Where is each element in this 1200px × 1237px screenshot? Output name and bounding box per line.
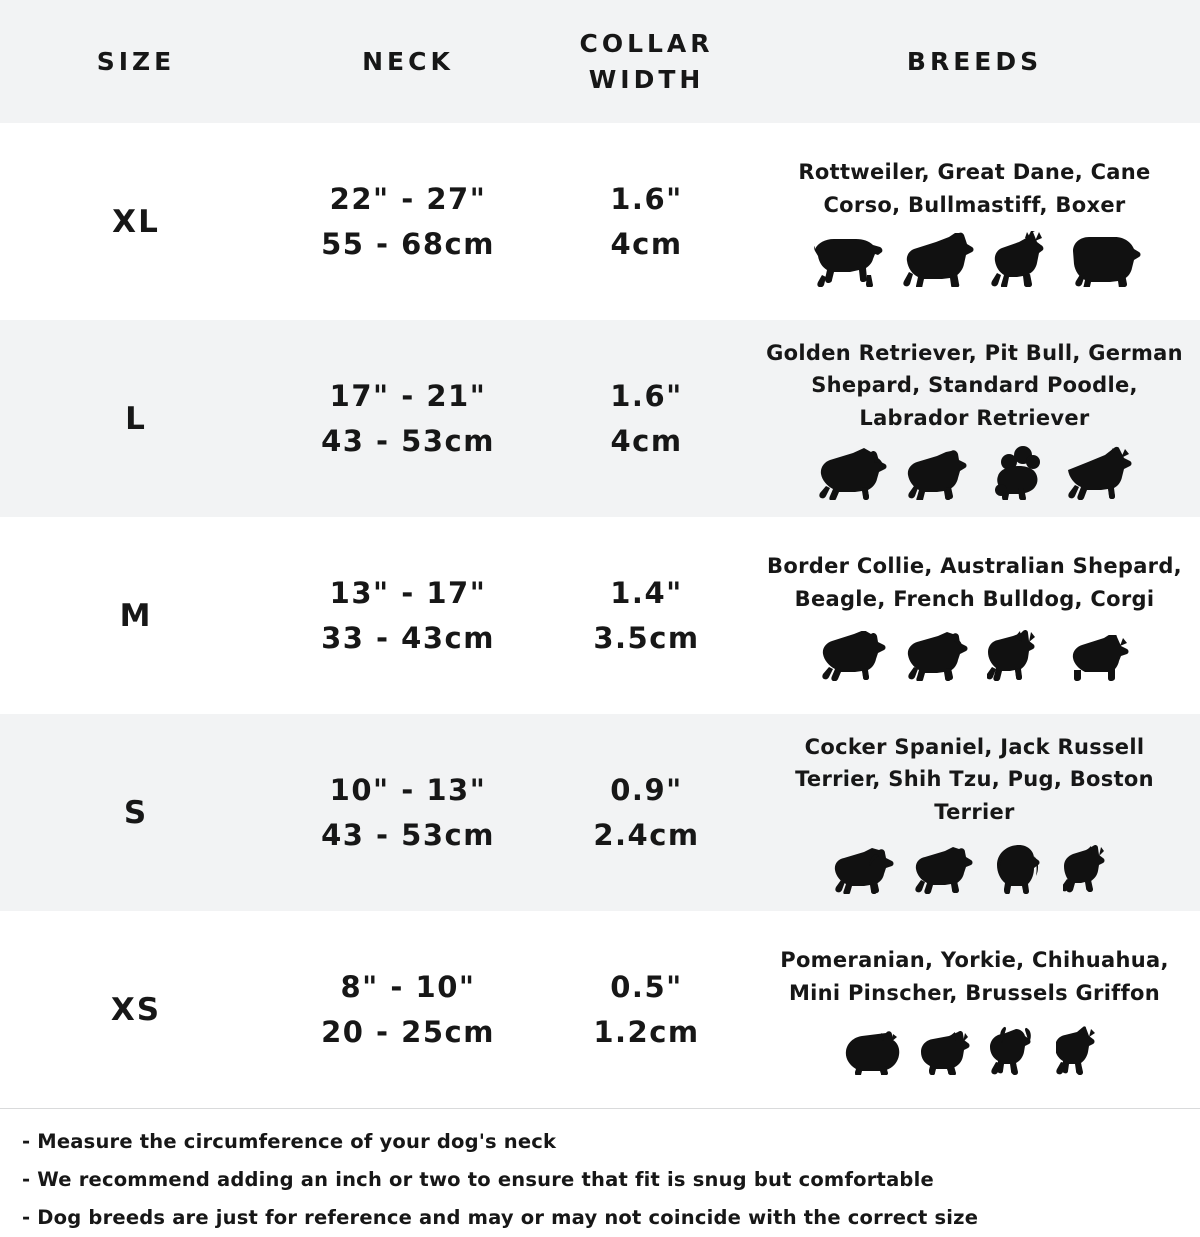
column-header-breeds-label: BREEDS [906,46,1043,76]
table-row [0,320,1200,517]
cell-breeds [749,320,1200,517]
column-header-collar-width-label-2: WIDTH [588,64,705,94]
cell-neck [272,911,544,1108]
breed-icon-row [763,227,1186,287]
great-dane-icon [899,231,975,287]
note-line-1: - Measure the circumference of your dog's neck [22,1130,557,1153]
breed-icon-row [763,621,1186,681]
table-header [0,0,1200,123]
border-collie-icon [817,631,889,681]
width-cm: 4cm [610,226,683,261]
cell-size: XS [0,911,272,1108]
cell-collar-width [544,123,749,320]
neck-inches: 10" - 13" [329,773,487,808]
neck-cm: 55 - 68cm [321,226,495,261]
doberman-icon [989,231,1055,287]
jack-russell-icon [913,846,979,894]
column-header-size-label: SIZE [96,46,176,76]
corgi-icon [1063,635,1133,681]
pug-icon [1063,844,1119,894]
width-cm: 2.4cm [593,817,700,852]
bullmastiff-icon [1069,231,1141,287]
french-bulldog-icon [987,629,1049,681]
cell-neck [272,123,544,320]
cell-breeds [749,714,1200,911]
neck-cm: 20 - 25cm [321,1014,495,1049]
column-header-neck-label: NECK [362,46,454,76]
golden-retriever-icon [813,448,889,500]
mini-pinscher-icon [1056,1025,1108,1075]
note-line-3: - Dog breeds are just for reference and may or may not coincide with the correct size [22,1206,979,1230]
width-cm: 3.5cm [593,620,700,655]
pit-bull-icon [903,448,973,500]
cell-neck [272,714,544,911]
width-inches: 1.6" [610,379,683,414]
table-row [0,123,1200,320]
width-inches: 1.6" [610,182,683,217]
table-row [0,517,1200,714]
cell-collar-width [544,911,749,1108]
cell-collar-width [544,517,749,714]
cell-breeds [749,517,1200,714]
neck-cm: 43 - 53cm [321,817,495,852]
breeds-list: Rottweiler, Great Dane, Cane Corso, Bullmastiff, Boxer [798,159,1151,217]
neck-cm: 43 - 53cm [321,423,495,458]
cocker-spaniel-icon [831,846,899,894]
width-cm: 1.2cm [593,1014,700,1049]
column-header-collar-width [544,0,749,123]
cell-breeds [749,123,1200,320]
cell-neck [272,320,544,517]
breeds-list: Golden Retriever, Pit Bull, German Shepard, Standard Poodle, Labrador Retriever [766,340,1183,430]
cell-collar-width [544,714,749,911]
notes-section [0,1108,1200,1237]
breeds-list: Cocker Spaniel, Jack Russell Terrier, Shih Tzu, Pug, Boston Terrier [795,734,1154,824]
breeds-list: Pomeranian, Yorkie, Chihuahua, Mini Pinscher, Brussels Griffon [780,947,1169,1005]
column-header-collar-width-label-1: COLLAR [579,29,714,58]
cell-size: XL [0,123,272,320]
neck-inches: 17" - 21" [329,379,487,414]
note-line-2: - We recommend adding an inch or two to ensure that fit is snug but comfortable [22,1168,934,1192]
beagle-icon [903,631,973,681]
breed-icon-row [763,1015,1186,1075]
chihuahua-icon [990,1025,1042,1075]
table-row [0,911,1200,1108]
width-inches: 0.9" [610,773,683,808]
width-inches: 1.4" [610,576,683,611]
column-header-neck [272,0,544,123]
cell-size: S [0,714,272,911]
breed-icon-row [763,834,1186,894]
neck-inches: 13" - 17" [329,576,487,611]
neck-cm: 33 - 43cm [321,620,495,655]
cell-breeds [749,911,1200,1108]
german-shepherd-icon [1063,446,1137,500]
header-row [0,0,1200,123]
cell-neck [272,517,544,714]
cell-size: M [0,517,272,714]
width-cm: 4cm [610,423,683,458]
column-header-breeds [749,0,1200,123]
breeds-list: Border Collie, Australian Shepard, Beagle, French Bulldog, Corgi [767,553,1182,611]
width-inches: 0.5" [610,970,683,1005]
table-body [0,123,1200,1108]
neck-inches: 8" - 10" [340,970,476,1005]
yorkie-icon [918,1029,976,1075]
rottweiler-icon [809,231,885,287]
shih-tzu-icon [993,844,1049,894]
cell-size: L [0,320,272,517]
cell-collar-width [544,320,749,517]
pomeranian-icon [842,1027,904,1075]
poodle-icon [987,446,1049,500]
breed-icon-row [763,440,1186,500]
column-header-size [0,0,272,123]
neck-inches: 22" - 27" [329,182,487,217]
table-row [0,714,1200,911]
